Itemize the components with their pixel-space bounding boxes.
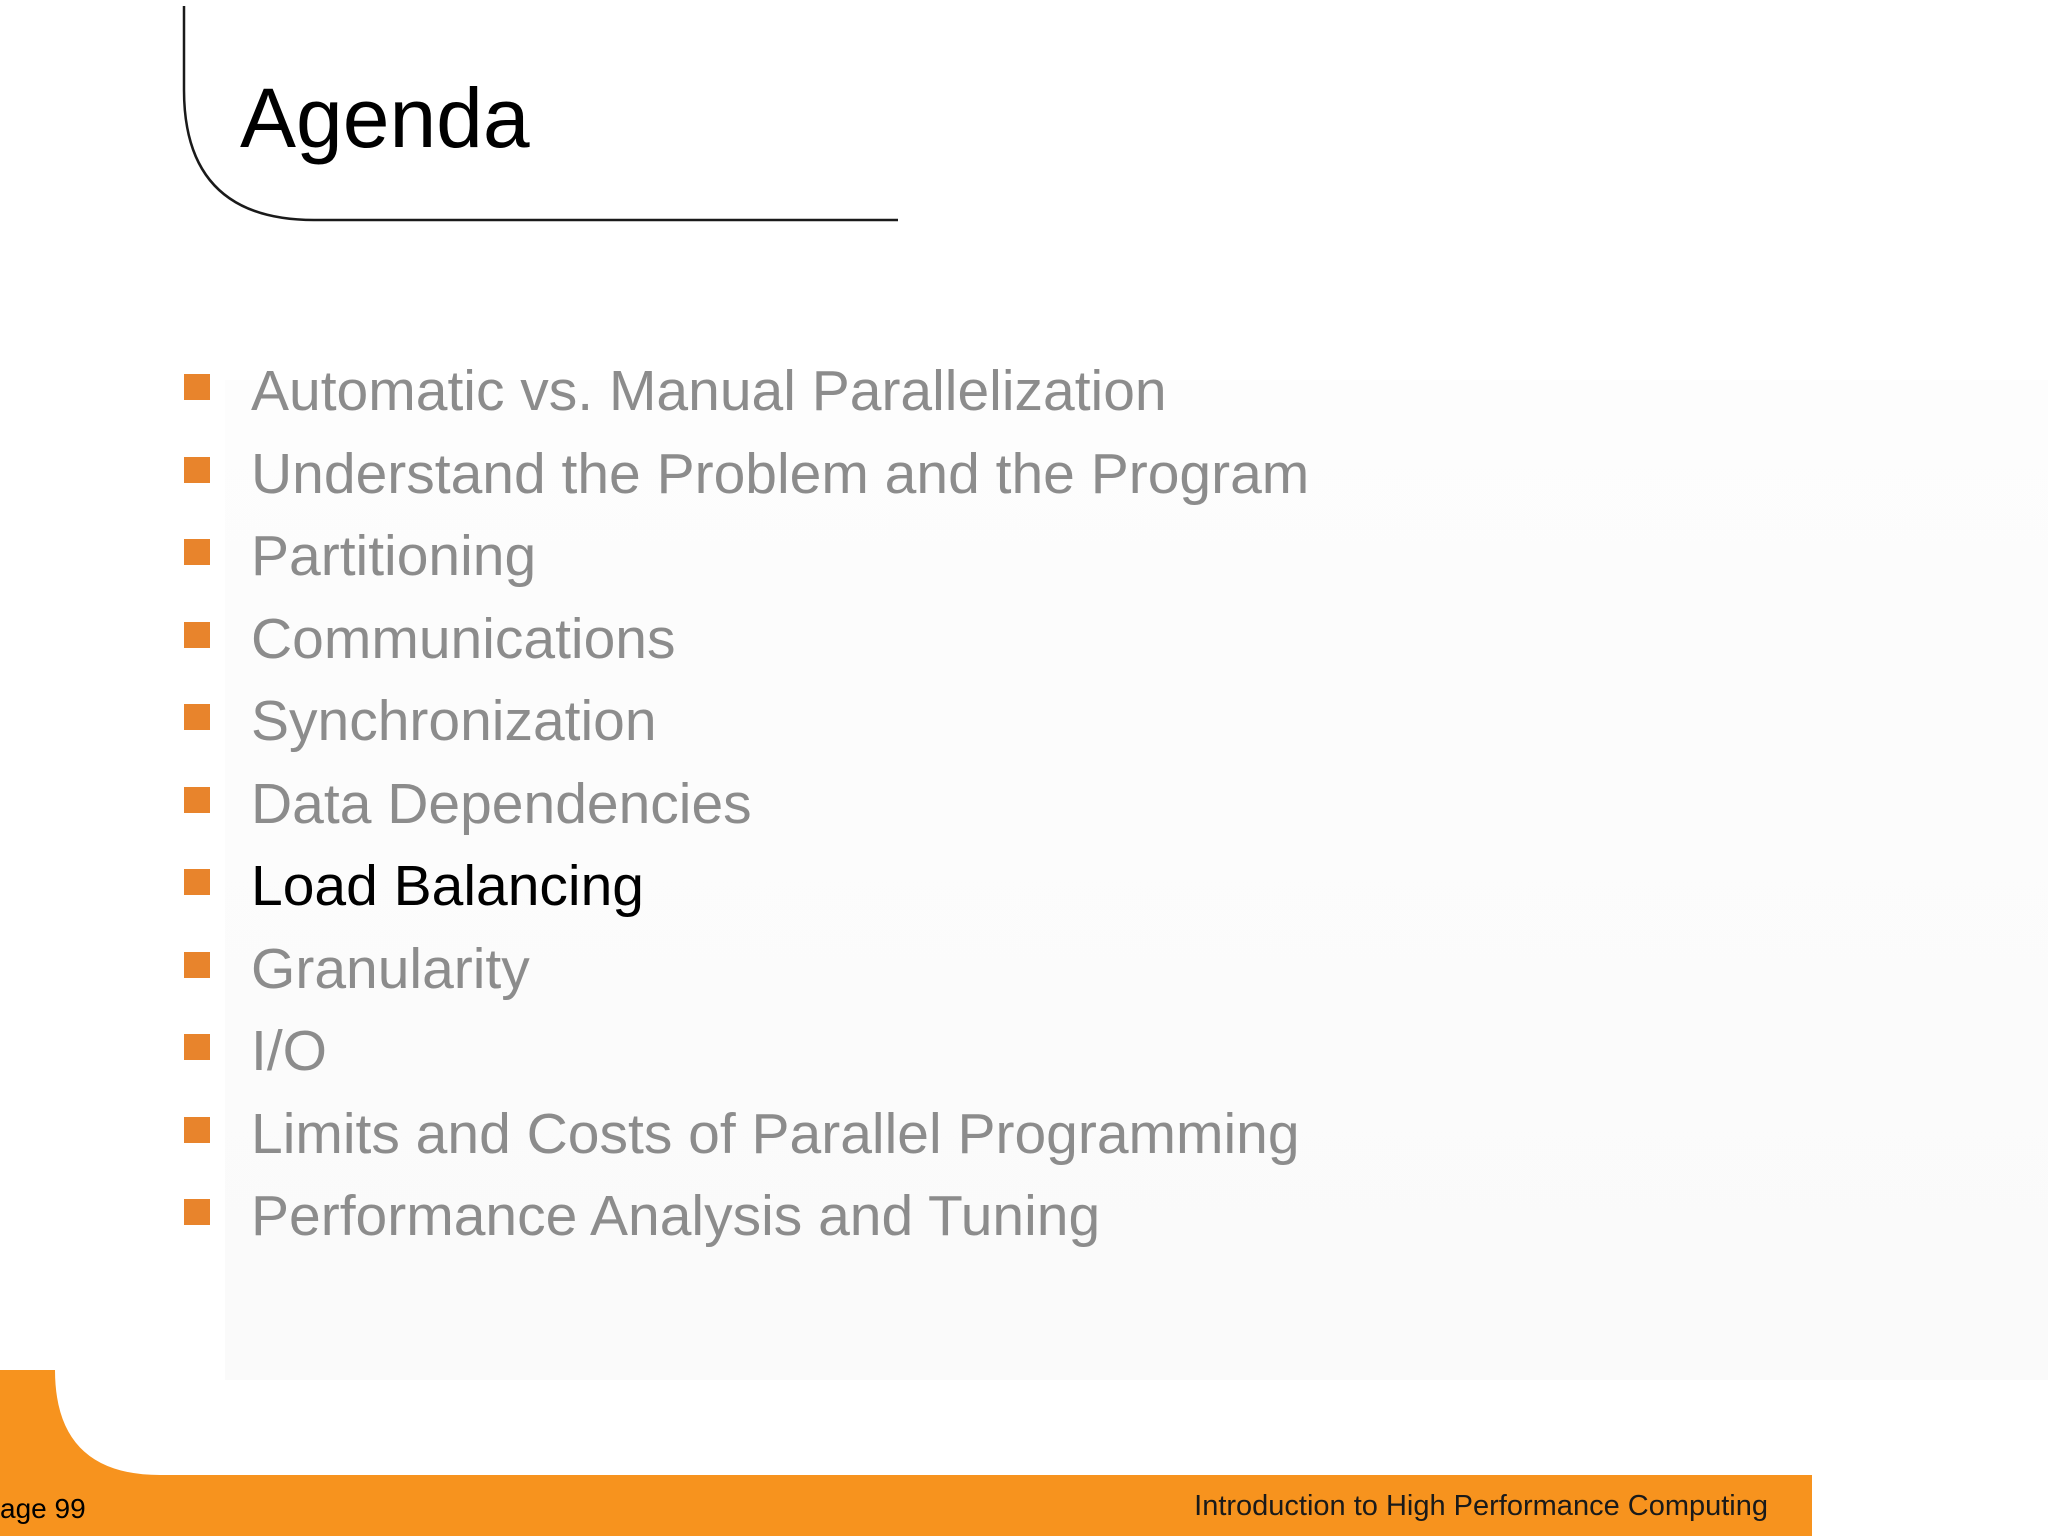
square-bullet-icon	[184, 374, 210, 400]
agenda-item	[0, 928, 1400, 1010]
agenda-item-label: Understand the Problem and the Program	[251, 442, 1310, 506]
square-bullet-icon	[184, 869, 210, 895]
agenda-item-label: Load Balancing	[251, 854, 644, 918]
square-bullet-icon	[184, 952, 210, 978]
agenda-item-label: Automatic vs. Manual Parallelization	[251, 359, 1167, 423]
agenda-item-label: I/O	[251, 1019, 328, 1083]
agenda-item	[0, 350, 1400, 432]
square-bullet-icon	[184, 539, 210, 565]
slide-title: Agenda	[240, 71, 530, 165]
agenda-item-label: Performance Analysis and Tuning	[251, 1184, 1101, 1248]
agenda-item	[0, 763, 1400, 845]
agenda-item	[0, 598, 1400, 680]
agenda-item-label: Partitioning	[251, 524, 537, 588]
square-bullet-icon	[184, 1117, 210, 1143]
agenda-item	[0, 1093, 1400, 1175]
page-number: age 99	[0, 1493, 86, 1524]
agenda-item	[0, 433, 1400, 515]
square-bullet-icon	[184, 1034, 210, 1060]
agenda-item-label: Synchronization	[251, 689, 657, 753]
square-bullet-icon	[184, 622, 210, 648]
square-bullet-icon	[184, 457, 210, 483]
agenda-item	[0, 680, 1400, 762]
agenda-item-label: Communications	[251, 607, 676, 671]
agenda-item	[0, 1010, 1400, 1092]
square-bullet-icon	[184, 1199, 210, 1225]
agenda-item	[0, 845, 1400, 927]
agenda-item-label: Limits and Costs of Parallel Programming	[251, 1102, 1300, 1166]
agenda-item-label: Data Dependencies	[251, 772, 752, 836]
course-title: Introduction to High Performance Computing	[1194, 1490, 1768, 1522]
agenda-item	[0, 515, 1400, 597]
square-bullet-icon	[184, 704, 210, 730]
square-bullet-icon	[184, 787, 210, 813]
agenda-item	[0, 1175, 1400, 1257]
agenda-item-label: Granularity	[251, 937, 530, 1001]
